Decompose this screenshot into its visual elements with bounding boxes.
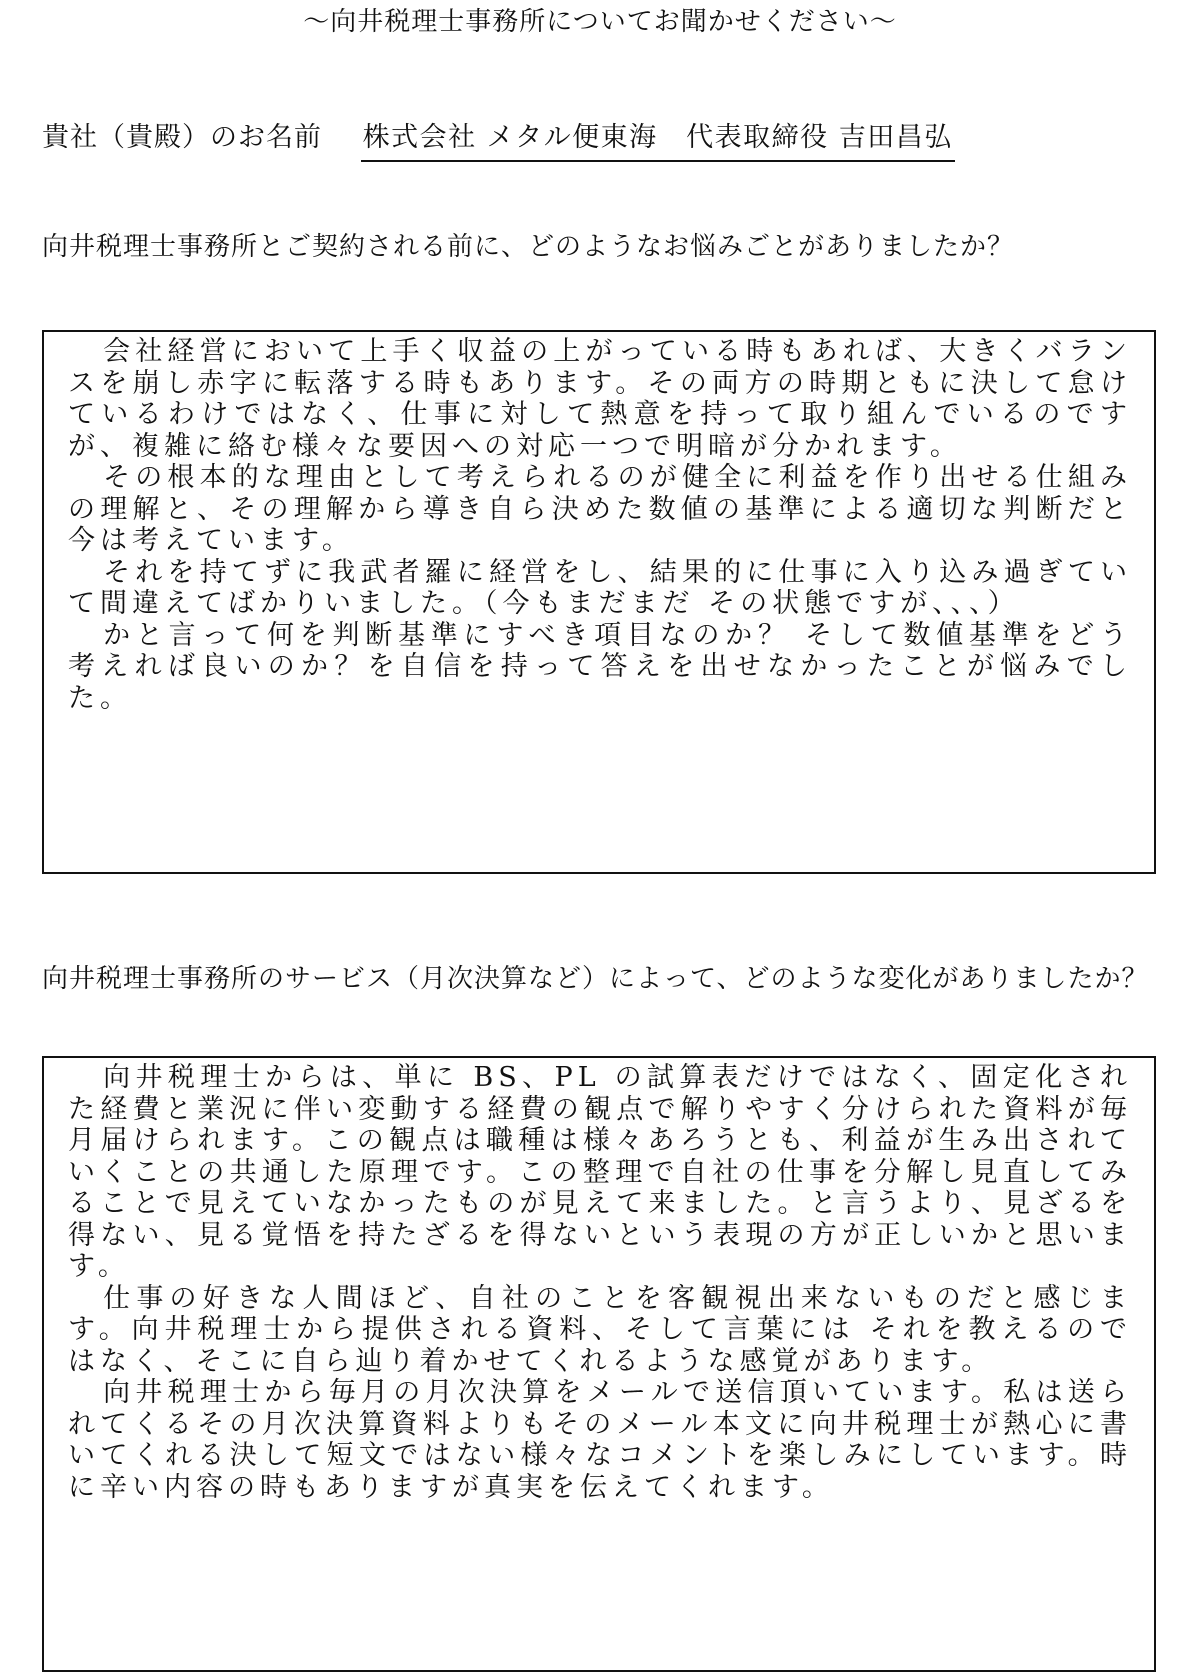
answer-1-paragraph-1: 会社経営において上手く収益の上がっている時もあれば、大きくバランスを崩し赤字に転落する時もあります。その両方の時期ともに決して怠けているわけではなく、仕事に対して熱意を持って取り組んでいるのですが、複雑に絡む様々な要因への対応一つで明暗が分かれます。: [68, 336, 1132, 462]
answer-2-paragraph-2: 仕事の好きな人間ほど、自社のことを客観視出来ないものだと感じます。向井税理士から提供される資料、そして言葉には それを教えるのではなく、そこに自ら辿り着かせてくれるような感覚があります。: [68, 1282, 1132, 1377]
answer-box-2: [42, 1056, 1156, 1672]
client-name-value: 株式会社 メタル便東海 代表取締役 吉田昌弘: [361, 118, 955, 162]
answer-1-paragraph-4: かと言って何を判断基準にすべき項目なのか？ そして数値基準をどう考えれば良いのか？を自信を持って答えを出せなかったことが悩みでした。: [68, 619, 1132, 714]
question-2: 向井税理士事務所のサービス（月次決算など）によって、どのような変化がありましたか？: [42, 964, 1149, 994]
answer-1-paragraph-3: それを持てずに我武者羅に経営をし、結果的に仕事に入り込み過ぎていて間違えてばかりいました。（今もまだまだ その状態ですが、、、）: [68, 556, 1132, 619]
question-1: 向井税理士事務所とご契約される前に、どのようなお悩みごとがありましたか？: [42, 232, 1015, 262]
answer-1-paragraph-2: その根本的な理由として考えられるのが健全に利益を作り出せる仕組みの理解と、その理解から導き自ら決めた数値の基準による適切な判断だと今は考えています。: [68, 462, 1132, 556]
page-title: ～向井税理士事務所についてお聞かせください～: [303, 7, 897, 37]
answer-box-1: [42, 330, 1156, 874]
answer-2-paragraph-3: 向井税理士から毎月の月次決算をメールで送信頂いています。私は送られてくるその月次決算資料よりもそのメール本文に向井税理士が熱心に書いてくれる決して短文ではない様々なコメントを楽しみにしています。時に辛い内容の時もありますが真実を伝えてくれます。: [68, 1377, 1132, 1503]
client-name-row: [42, 118, 1152, 162]
client-name-label: 貴社（貴殿）のお名前: [42, 122, 322, 153]
answer-2-paragraph-1: 向井税理士からは、単に BS、PL の試算表だけではなく、固定化された経費と業況に伴い変動する経費の観点で解りやすく分けられた資料が毎月届けられます。この観点は職種は様々あろうとも、利益が生み出されていくことの共通した原理です。この整理で自社の仕事を分解し見直してみることで見えていなかったものが見えて来ました。と言うより、見ざるを得ない、見る覚悟を持たざるを得ないという表現の方が正しいかと思います。: [68, 1062, 1132, 1282]
